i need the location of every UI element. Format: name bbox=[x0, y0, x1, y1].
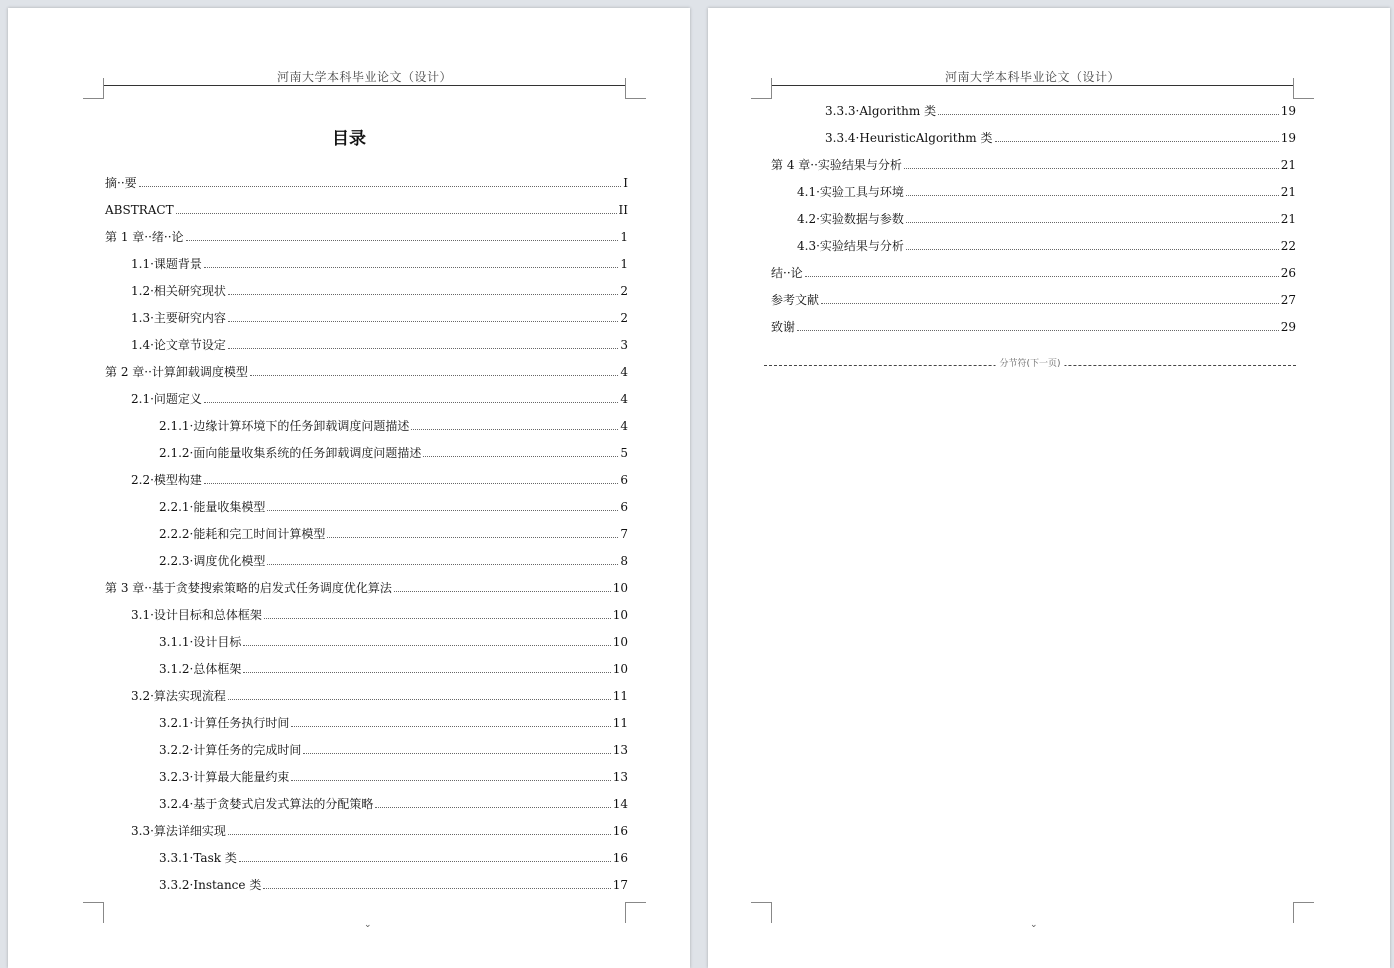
toc-entry[interactable] bbox=[105, 845, 628, 865]
toc-entry-title: 4.3·实验结果与分析 bbox=[797, 239, 904, 253]
corner-mark bbox=[83, 902, 104, 923]
toc-entry-page-number: 29 bbox=[1280, 320, 1296, 334]
dot-leader bbox=[186, 240, 619, 241]
toc-entry-page-number: 26 bbox=[1280, 266, 1296, 280]
page-header: 河南大学本科毕业论文（设计） bbox=[276, 70, 452, 84]
toc-entry-page-number: 2 bbox=[620, 311, 628, 325]
toc-entry-page-number: 17 bbox=[612, 878, 628, 892]
toc-entry[interactable] bbox=[771, 152, 1296, 172]
toc-entry-page-number: 10 bbox=[612, 635, 628, 649]
toc-entry[interactable] bbox=[105, 521, 628, 541]
toc-entry-page-number: 16 bbox=[612, 824, 628, 838]
toc-entry-title: 3.3.1·Task 类 bbox=[159, 851, 237, 865]
toc-entry-page-number: 10 bbox=[612, 608, 628, 622]
toc-entry-title: 2.2.2·能耗和完工时间计算模型 bbox=[159, 527, 326, 541]
toc-entry[interactable] bbox=[105, 818, 628, 838]
toc-entry-title: 1.3·主要研究内容 bbox=[131, 311, 226, 325]
header-rule bbox=[104, 85, 625, 86]
toc-entry-title: ABSTRACT bbox=[105, 203, 174, 217]
toc-entry-page-number: 8 bbox=[620, 554, 628, 568]
toc-entry[interactable] bbox=[105, 170, 628, 190]
toc-entry[interactable] bbox=[105, 305, 628, 325]
dot-leader bbox=[204, 402, 618, 403]
toc-entry[interactable] bbox=[105, 602, 628, 622]
toc-entry-page-number: 6 bbox=[620, 500, 628, 514]
dot-leader bbox=[423, 456, 618, 457]
toc-entry-title: 1.1·课题背景 bbox=[131, 257, 202, 271]
toc-entry-title: 3.2.2·计算任务的完成时间 bbox=[159, 743, 302, 757]
toc-entry-page-number: 4 bbox=[620, 392, 628, 406]
toc-entry-page-number: 3 bbox=[620, 338, 628, 352]
toc-entry-page-number: 1 bbox=[620, 257, 628, 271]
toc-entry-title: 2.2.3·调度优化模型 bbox=[159, 554, 266, 568]
paragraph-mark: ⌄ bbox=[1030, 920, 1038, 930]
toc-entry[interactable] bbox=[105, 737, 628, 757]
toc-entry[interactable] bbox=[105, 494, 628, 514]
toc-entry[interactable] bbox=[105, 224, 628, 244]
toc-entry[interactable] bbox=[771, 98, 1296, 118]
toc-entry-title: 3.2.4·基于贪婪式启发式算法的分配策略 bbox=[159, 797, 374, 811]
toc-entry[interactable] bbox=[105, 332, 628, 352]
dot-leader bbox=[906, 249, 1279, 250]
toc-entry-title: 2.2.1·能量收集模型 bbox=[159, 500, 266, 514]
toc-entry-page-number: 21 bbox=[1280, 212, 1296, 226]
toc-entry[interactable] bbox=[105, 656, 628, 676]
dot-leader bbox=[805, 276, 1279, 277]
toc-entry[interactable] bbox=[771, 314, 1296, 334]
document-page-2 bbox=[708, 8, 1390, 968]
toc-entry-title: 第 4 章··实验结果与分析 bbox=[771, 158, 902, 172]
dot-leader bbox=[797, 330, 1279, 331]
dot-leader bbox=[228, 348, 618, 349]
toc-entry[interactable] bbox=[105, 872, 628, 892]
dot-leader bbox=[243, 672, 610, 673]
toc-entry-page-number: 4 bbox=[620, 419, 628, 433]
toc-entry[interactable] bbox=[105, 278, 628, 298]
toc-entry-title: 4.1·实验工具与环境 bbox=[797, 185, 904, 199]
toc-entry-title: 3.1.2·总体框架 bbox=[159, 662, 242, 676]
corner-mark bbox=[1293, 902, 1314, 923]
dot-leader bbox=[204, 483, 618, 484]
toc-entry-title: 致谢 bbox=[771, 320, 796, 334]
corner-mark bbox=[625, 902, 646, 923]
header-rule bbox=[772, 85, 1293, 86]
toc-entry-title: 3.3.4·HeuristicAlgorithm 类 bbox=[825, 131, 993, 145]
dot-leader bbox=[327, 537, 618, 538]
toc-entry[interactable] bbox=[105, 197, 628, 217]
toc-entry-title: 3.2·算法实现流程 bbox=[131, 689, 226, 703]
dot-leader bbox=[291, 726, 610, 727]
dot-leader bbox=[375, 807, 610, 808]
toc-entry[interactable] bbox=[771, 125, 1296, 145]
corner-mark bbox=[625, 78, 646, 99]
paragraph-mark: ⌄ bbox=[364, 920, 372, 930]
toc-entry-page-number: 4 bbox=[620, 365, 628, 379]
dot-leader bbox=[263, 888, 610, 889]
toc-entry[interactable] bbox=[105, 251, 628, 271]
document-page-1 bbox=[8, 8, 690, 968]
toc-entry-title: 第 1 章··绪··论 bbox=[105, 230, 184, 244]
toc-entry[interactable] bbox=[105, 440, 628, 460]
toc-entry-page-number: 21 bbox=[1280, 158, 1296, 172]
toc-entry[interactable] bbox=[771, 287, 1296, 307]
toc-entry-title: 4.2·实验数据与参数 bbox=[797, 212, 904, 226]
toc-entry-title: 结··论 bbox=[771, 266, 803, 280]
toc-entry[interactable] bbox=[105, 683, 628, 703]
toc-entry-title: 参考文献 bbox=[771, 293, 820, 307]
toc-entry-page-number: 27 bbox=[1280, 293, 1296, 307]
page-header: 河南大学本科毕业论文（设计） bbox=[944, 70, 1120, 84]
dot-leader bbox=[291, 780, 610, 781]
toc-entry[interactable] bbox=[771, 206, 1296, 226]
dot-leader bbox=[411, 429, 618, 430]
dot-leader bbox=[243, 645, 610, 646]
toc-entry-page-number: 13 bbox=[612, 770, 628, 784]
toc-entry[interactable] bbox=[105, 467, 628, 487]
toc-entry-title: 3.2.1·计算任务执行时间 bbox=[159, 716, 290, 730]
toc-entry-page-number: 13 bbox=[612, 743, 628, 757]
dot-leader bbox=[228, 294, 618, 295]
dot-leader bbox=[176, 213, 617, 214]
toc-entry-page-number: 14 bbox=[612, 797, 628, 811]
toc-entry-page-number: 21 bbox=[1280, 185, 1296, 199]
toc-entry-title: 2.2·模型构建 bbox=[131, 473, 202, 487]
toc-entry-title: 1.4·论文章节设定 bbox=[131, 338, 226, 352]
toc-entry-title: 2.1.2·面向能量收集系统的任务卸载调度问题描述 bbox=[159, 446, 422, 460]
toc-entry-page-number: 10 bbox=[612, 581, 628, 595]
toc-entry[interactable] bbox=[105, 386, 628, 406]
toc-entry[interactable] bbox=[105, 710, 628, 730]
toc-entry-title: 3.3.3·Algorithm 类 bbox=[825, 104, 937, 118]
toc-entry[interactable] bbox=[105, 764, 628, 784]
toc-entry-page-number: 11 bbox=[612, 689, 628, 703]
section-break bbox=[764, 353, 1296, 369]
toc-entry-title: 3.3·算法详细实现 bbox=[131, 824, 226, 838]
toc-entry[interactable] bbox=[105, 359, 628, 379]
toc-entry-page-number: 5 bbox=[620, 446, 628, 460]
dot-leader bbox=[264, 618, 611, 619]
toc-entry-page-number: 22 bbox=[1280, 239, 1296, 253]
toc-entry[interactable] bbox=[105, 629, 628, 649]
toc-entry[interactable] bbox=[105, 791, 628, 811]
toc-entry-page-number: II bbox=[618, 203, 628, 217]
toc-entry[interactable] bbox=[105, 575, 628, 595]
dot-leader bbox=[239, 861, 611, 862]
dot-leader bbox=[204, 267, 618, 268]
toc-entry-title: 3.1·设计目标和总体框架 bbox=[131, 608, 262, 622]
dot-leader bbox=[938, 114, 1279, 115]
dot-leader bbox=[995, 141, 1279, 142]
toc-entry-title: 2.1.1·边缘计算环境下的任务卸载调度问题描述 bbox=[159, 419, 410, 433]
toc-entry-page-number: 19 bbox=[1280, 131, 1296, 145]
dot-leader bbox=[906, 195, 1279, 196]
dot-leader bbox=[250, 375, 618, 376]
toc-entry-page-number: I bbox=[623, 176, 628, 190]
corner-mark bbox=[83, 78, 104, 99]
toc-entry-title: 3.1.1·设计目标 bbox=[159, 635, 242, 649]
toc-entry[interactable] bbox=[105, 548, 628, 568]
toc-title: 目录 bbox=[332, 129, 366, 149]
toc-entry-title: 1.2·相关研究现状 bbox=[131, 284, 226, 298]
dot-leader bbox=[394, 591, 611, 592]
dot-leader bbox=[228, 321, 618, 322]
toc-entry-page-number: 16 bbox=[612, 851, 628, 865]
toc-entry-title: 第 3 章··基于贪婪搜索策略的启发式任务调度优化算法 bbox=[105, 581, 392, 595]
toc-entry-page-number: 2 bbox=[620, 284, 628, 298]
dot-leader bbox=[821, 303, 1279, 304]
toc-entry[interactable] bbox=[771, 233, 1296, 253]
dot-leader bbox=[267, 564, 618, 565]
dot-leader bbox=[267, 510, 618, 511]
toc-entry[interactable] bbox=[771, 260, 1296, 280]
section-break-label: 分节符(下一页) bbox=[995, 356, 1064, 369]
corner-mark bbox=[751, 902, 772, 923]
toc-entry-title: 2.1·问题定义 bbox=[131, 392, 202, 406]
toc-entry[interactable] bbox=[771, 179, 1296, 199]
toc-entry-title: 摘··要 bbox=[105, 176, 137, 190]
toc-entry[interactable] bbox=[105, 413, 628, 433]
dot-leader bbox=[303, 753, 610, 754]
toc-entry-title: 第 2 章··计算卸载调度模型 bbox=[105, 365, 248, 379]
toc-entry-page-number: 19 bbox=[1280, 104, 1296, 118]
toc-entry-page-number: 7 bbox=[620, 527, 628, 541]
toc-entry-title: 3.3.2·Instance 类 bbox=[159, 878, 262, 892]
toc-entry-title: 3.2.3·计算最大能量约束 bbox=[159, 770, 290, 784]
dot-leader bbox=[228, 699, 611, 700]
dot-leader bbox=[904, 168, 1279, 169]
dot-leader bbox=[906, 222, 1279, 223]
toc-entry-page-number: 11 bbox=[612, 716, 628, 730]
toc-entry-page-number: 1 bbox=[620, 230, 628, 244]
dot-leader bbox=[139, 186, 622, 187]
dot-leader bbox=[228, 834, 611, 835]
corner-mark bbox=[1293, 78, 1314, 99]
toc-entry-page-number: 6 bbox=[620, 473, 628, 487]
toc-entry-page-number: 10 bbox=[612, 662, 628, 676]
corner-mark bbox=[751, 78, 772, 99]
